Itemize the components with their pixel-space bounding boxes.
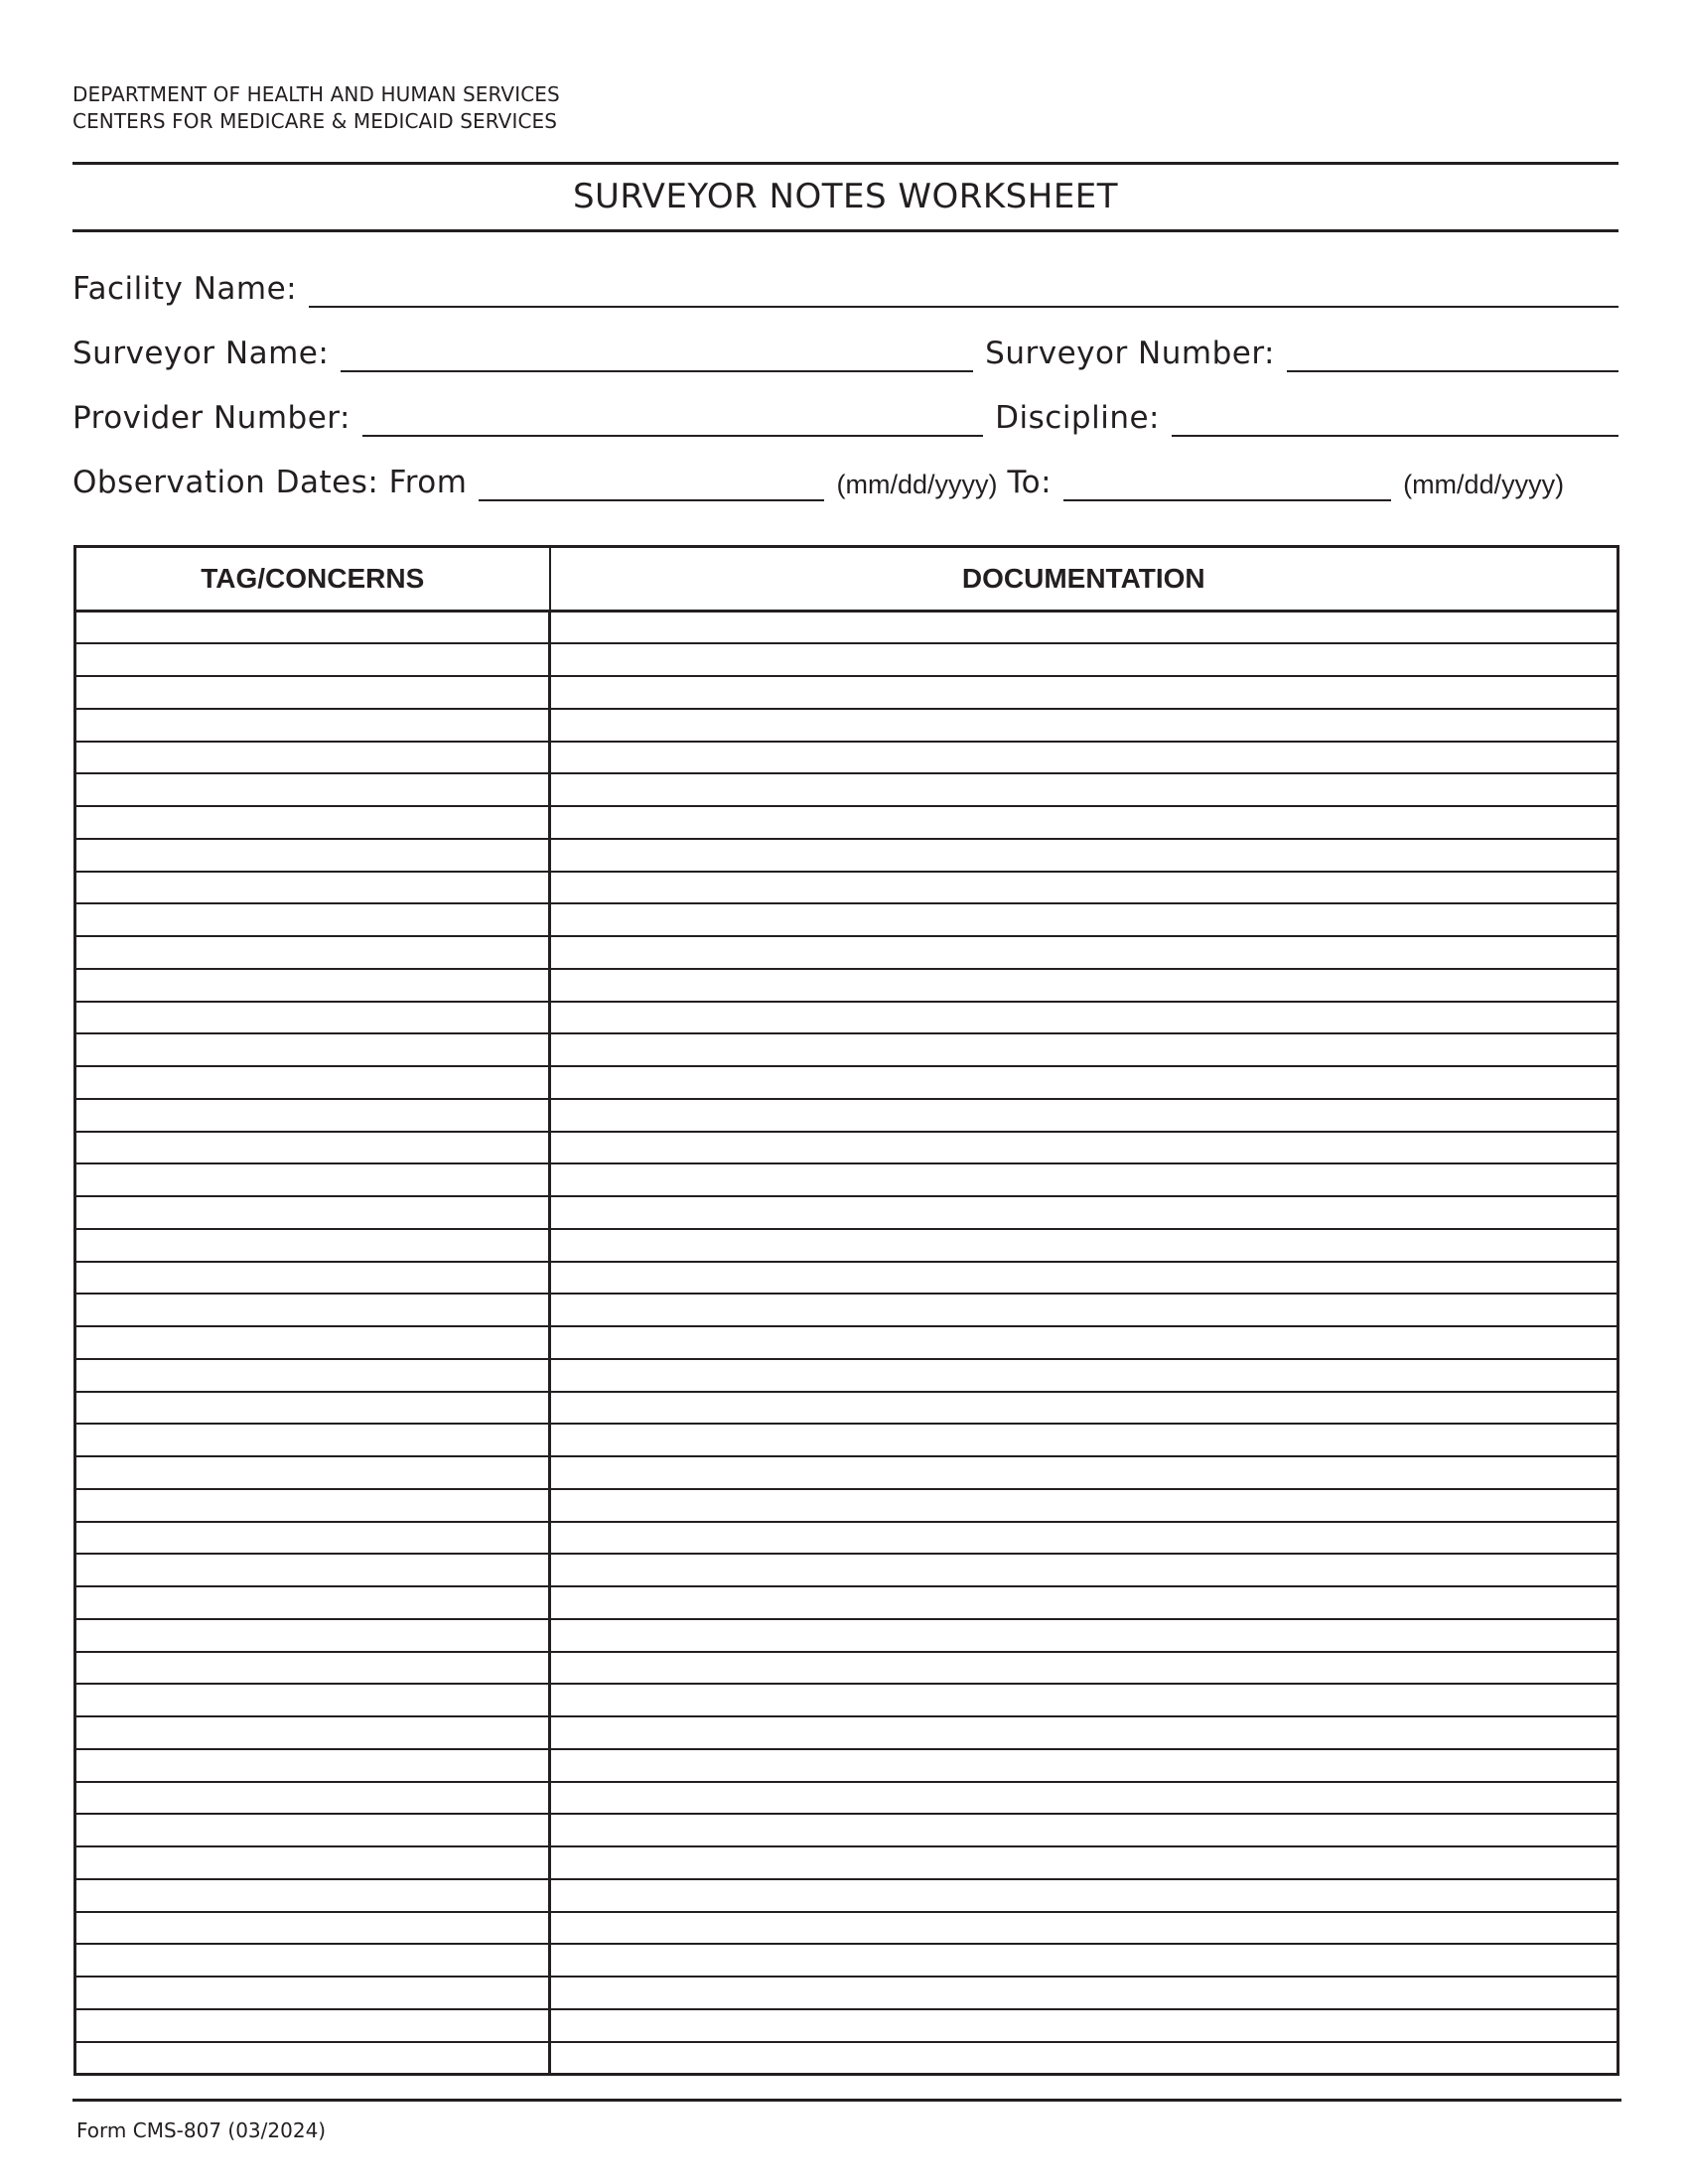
tag-concerns-cell[interactable] [75,1749,550,1782]
documentation-cell[interactable] [550,1977,1618,2009]
date-to-field[interactable] [1063,474,1391,501]
tag-concerns-cell[interactable] [75,1066,550,1099]
tag-concerns-cell[interactable] [75,1262,550,1295]
documentation-cell[interactable] [550,1814,1618,1846]
tag-concerns-cell[interactable] [75,1554,550,1586]
documentation-cell[interactable] [550,1586,1618,1619]
documentation-cell[interactable] [550,612,1618,644]
tag-concerns-cell[interactable] [75,969,550,1002]
tag-concerns-cell[interactable] [75,1002,550,1034]
table-row [75,1359,1618,1392]
provider-row [72,397,1618,437]
table-row [75,612,1618,644]
form-number: Form CMS-807 (03/2024) [76,2118,327,2142]
documentation-cell[interactable] [550,1424,1618,1456]
documentation-cell[interactable] [550,1229,1618,1262]
table-row [75,1489,1618,1522]
discipline-label: Discipline: [995,400,1160,436]
table-row [75,1814,1618,1846]
tag-concerns-cell[interactable] [75,1522,550,1555]
documentation-cell[interactable] [550,1326,1618,1359]
observation-dates-row [72,462,1618,501]
documentation-cell[interactable] [550,1846,1618,1879]
date-from-format-hint: (mm/dd/yyyy) [836,470,998,499]
documentation-cell[interactable] [550,643,1618,676]
documentation-cell[interactable] [550,1782,1618,1815]
department-name: DEPARTMENT OF HEALTH AND HUMAN SERVICES [72,82,560,106]
documentation-cell[interactable] [550,1262,1618,1295]
tag-concerns-cell[interactable] [75,1229,550,1262]
documentation-cell[interactable] [550,1489,1618,1522]
table-row [75,1196,1618,1229]
surveyor-number-field[interactable] [1287,344,1618,372]
tag-concerns-cell[interactable] [75,872,550,904]
tag-concerns-cell[interactable] [75,806,550,839]
title-bottom-rule [72,229,1618,232]
table-row [75,1522,1618,1555]
agency-header [72,81,560,135]
table-row [75,1326,1618,1359]
table-row [75,1424,1618,1456]
facility-name-label: Facility Name: [72,271,298,307]
documentation-cell[interactable] [550,1554,1618,1586]
table-row [75,1716,1618,1749]
table-row [75,1033,1618,1066]
documentation-cell[interactable] [550,1359,1618,1392]
table-row [75,1066,1618,1099]
documentation-cell[interactable] [550,2042,1618,2075]
table-row [75,1749,1618,1782]
documentation-cell[interactable] [550,1033,1618,1066]
tag-concerns-cell[interactable] [75,1716,550,1749]
tag-concerns-cell[interactable] [75,2042,550,2075]
surveyor-row [72,333,1618,372]
table-row [75,1652,1618,1685]
tag-concerns-cell[interactable] [75,1684,550,1716]
documentation-cell[interactable] [550,1196,1618,1229]
documentation-cell[interactable] [550,1163,1618,1196]
tag-concerns-cell[interactable] [75,773,550,806]
table-header-row [75,547,1618,612]
title-top-rule [72,162,1618,165]
documentation-cell[interactable] [550,1002,1618,1034]
form-fields [72,268,1618,526]
table-row [75,773,1618,806]
table-row [75,1912,1618,1945]
tag-concerns-cell[interactable] [75,676,550,709]
table-row [75,1619,1618,1652]
provider-number-field[interactable] [362,409,983,437]
documentation-cell[interactable] [550,1684,1618,1716]
agency-name: CENTERS FOR MEDICARE & MEDICAID SERVICES [72,109,558,133]
documentation-cell[interactable] [550,1944,1618,1977]
documentation-cell[interactable] [550,1652,1618,1685]
documentation-cell[interactable] [550,839,1618,872]
documentation-cell[interactable] [550,1749,1618,1782]
table-row [75,709,1618,742]
table-row [75,1846,1618,1879]
surveyor-name-label: Surveyor Name: [72,336,330,371]
documentation-cell[interactable] [550,1619,1618,1652]
table-row [75,1944,1618,1977]
table-row [75,1262,1618,1295]
documentation-cell[interactable] [550,676,1618,709]
tag-concerns-cell[interactable] [75,936,550,969]
tag-concerns-cell[interactable] [75,903,550,936]
documentation-cell[interactable] [550,2009,1618,2042]
table-row [75,1163,1618,1196]
table-row [75,936,1618,969]
tag-concerns-cell[interactable] [75,1879,550,1912]
tag-concerns-cell[interactable] [75,1424,550,1456]
table-row [75,903,1618,936]
tag-concerns-cell[interactable] [75,1586,550,1619]
documentation-cell[interactable] [550,742,1618,774]
table-row [75,1099,1618,1132]
tag-concerns-cell[interactable] [75,1782,550,1815]
surveyor-name-field[interactable] [341,344,973,372]
documentation-cell[interactable] [550,936,1618,969]
table-row [75,1456,1618,1489]
provider-number-label: Provider Number: [72,400,351,436]
documentation-cell[interactable] [550,903,1618,936]
documentation-cell[interactable] [550,1912,1618,1945]
documentation-cell[interactable] [550,806,1618,839]
documentation-cell[interactable] [550,1522,1618,1555]
documentation-header: DOCUMENTATION [550,547,1618,612]
table-row [75,839,1618,872]
documentation-cell[interactable] [550,773,1618,806]
page-title: SURVEYOR NOTES WORKSHEET [572,177,1119,216]
tag-concerns-cell[interactable] [75,1814,550,1846]
tag-concerns-cell[interactable] [75,1033,550,1066]
tag-concerns-cell[interactable] [75,742,550,774]
documentation-cell[interactable] [550,709,1618,742]
tag-concerns-cell[interactable] [75,1977,550,2009]
table-row [75,2042,1618,2075]
tag-concerns-cell[interactable] [75,1099,550,1132]
table-row [75,1782,1618,1815]
documentation-cell[interactable] [550,872,1618,904]
tag-concerns-cell[interactable] [75,612,550,644]
documentation-cell[interactable] [550,1456,1618,1489]
tag-concerns-cell[interactable] [75,2009,550,2042]
tag-concerns-cell[interactable] [75,1456,550,1489]
documentation-cell[interactable] [550,1879,1618,1912]
table-row [75,872,1618,904]
tag-concerns-cell[interactable] [75,1392,550,1425]
table-row [75,1002,1618,1034]
table-body [75,612,1618,2075]
documentation-cell[interactable] [550,1099,1618,1132]
tag-concerns-cell[interactable] [75,1196,550,1229]
tag-concerns-cell[interactable] [75,1912,550,1945]
tag-concerns-cell[interactable] [75,643,550,676]
table-row [75,676,1618,709]
table-row [75,1294,1618,1326]
tag-concerns-cell[interactable] [75,1326,550,1359]
tag-concerns-cell[interactable] [75,1489,550,1522]
table-row [75,643,1618,676]
table-row [75,2009,1618,2042]
table-row [75,806,1618,839]
tag-concerns-cell[interactable] [75,1944,550,1977]
tag-concerns-cell[interactable] [75,1359,550,1392]
date-from-field[interactable] [479,474,824,501]
tag-concerns-cell[interactable] [75,1619,550,1652]
table-row [75,1132,1618,1164]
tag-concerns-cell[interactable] [75,1294,550,1326]
to-label: To: [1007,465,1053,500]
documentation-cell[interactable] [550,969,1618,1002]
table-row [75,742,1618,774]
documentation-cell[interactable] [550,1132,1618,1164]
discipline-field[interactable] [1172,409,1618,437]
tag-concerns-cell[interactable] [75,709,550,742]
surveyor-number-label: Surveyor Number: [985,336,1275,371]
tag-concerns-header: TAG/CONCERNS [75,547,550,612]
documentation-cell[interactable] [550,1392,1618,1425]
table-row [75,1586,1618,1619]
tag-concerns-cell[interactable] [75,1846,550,1879]
table-row [75,1977,1618,2009]
notes-table [73,545,1619,2076]
table-row [75,1554,1618,1586]
table-row [75,969,1618,1002]
tag-concerns-cell[interactable] [75,1132,550,1164]
table-row [75,1392,1618,1425]
table-row [75,1229,1618,1262]
footer-rule [72,2099,1621,2102]
documentation-cell[interactable] [550,1716,1618,1749]
observation-dates-label: Observation Dates: From [72,465,468,500]
documentation-cell[interactable] [550,1294,1618,1326]
documentation-cell[interactable] [550,1066,1618,1099]
tag-concerns-cell[interactable] [75,1163,550,1196]
facility-name-row [72,268,1618,308]
tag-concerns-cell[interactable] [75,839,550,872]
table-row [75,1684,1618,1716]
tag-concerns-cell[interactable] [75,1652,550,1685]
facility-name-field[interactable] [309,280,1618,308]
date-to-format-hint: (mm/dd/yyyy) [1403,470,1565,499]
table-row [75,1879,1618,1912]
